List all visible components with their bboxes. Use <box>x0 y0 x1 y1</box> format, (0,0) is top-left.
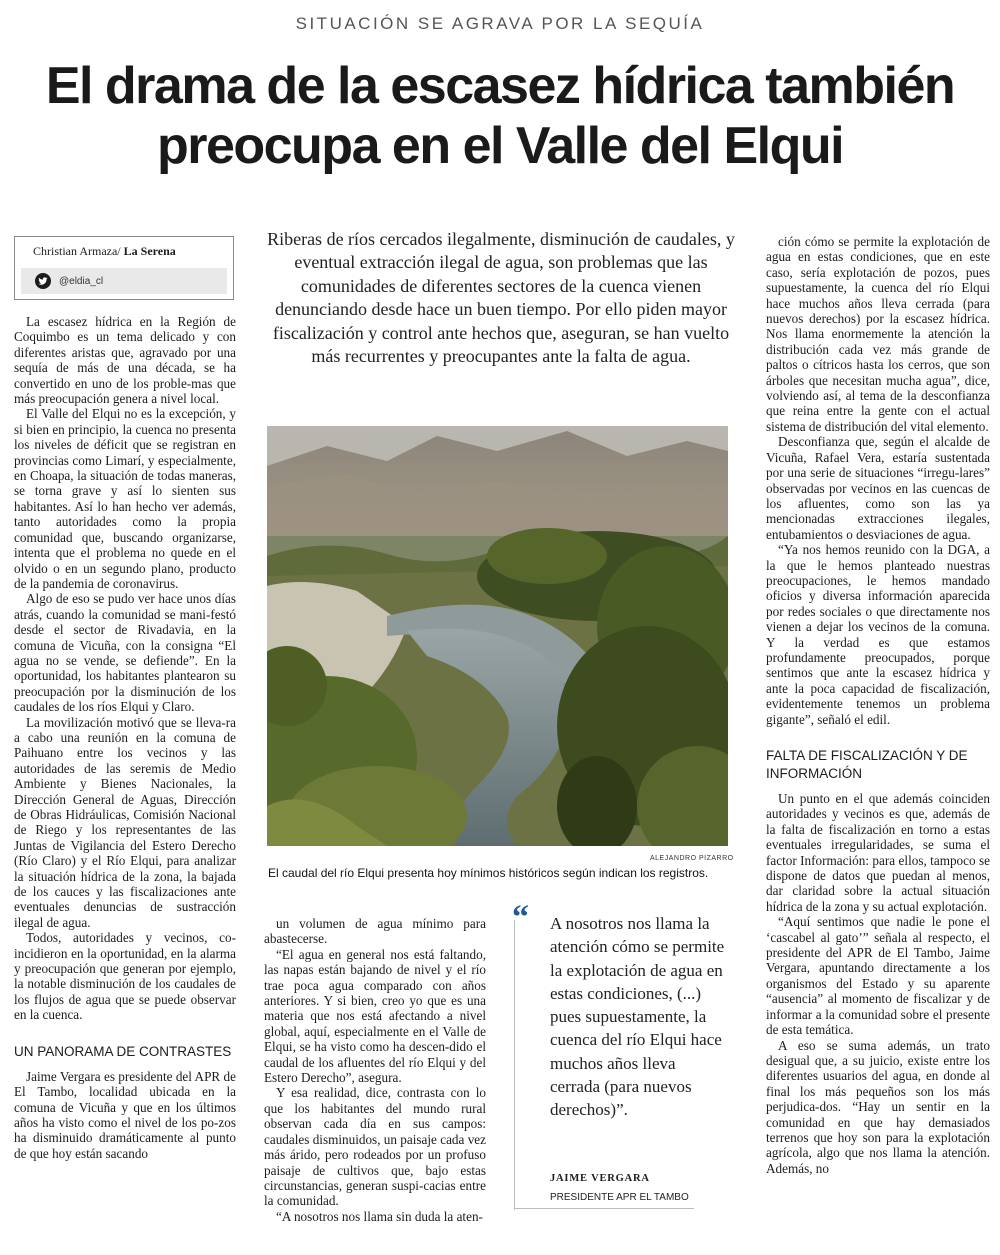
pull-quote <box>512 899 728 1122</box>
col3-paragraph: “Ya nos hemos reunido con la DGA, a la que le hemos planteado nuestras preocupaciones, le hemos mandado oficios y diversa información aparecida por redes sociales o que directamente nos vienen a dejar los vecinos de la comuna. Y la verdad es que estamos profundamente preocupados, porque sentimos que ante la escasez hídrica y ante la poca capacidad de fiscalización, evidentemente tenemos un problema gigante”, señaló el edil. <box>766 542 990 727</box>
col1-paragraph: La movilización motivó que se lleva-ra a cabo una reunión en la comuna de Paihuano entre los vecinos y las autoridades de las seremis de Medio Ambiente y Bienes Nacionales, la Dirección General de Aguas, Dirección de Obras Hidráulicas, Comisión Nacional de Riego y los representantes de las Juntas de Vigilancia del Estero Derecho (Río Claro) y el Río Elqui, para analizar la situación hídrica de la zona, la bajada de los cauces y las fiscalizaciones ante eventuales denuncias de sustracción ilegal de agua. <box>14 714 236 930</box>
col3-paragraph: ción cómo se permite la explotación de agua en estas condiciones, que en este caso, sería explotación de pozos, pues supuestamente, la cuenca del río Elqui hace muchos años lleva cerrada (para nuevos derechos) por la escasez hídrica. Nos llama enormemente la atención la distribución cada vez más grande de paltos o cítricos hasta los cerros, que son árboles que necesitan mucha agua”, dice, volviendo así, al tema de la desconfianza que reina entre la gente con el actual sistema de distribución del vital elemento. <box>766 234 990 434</box>
col1-paragraph: Jaime Vergara es presidente del APR de El Tambo, localidad ubicada en la comuna de Vicuña y que en los últimos años ha visto como el nivel de los po-zos ha disminuido dramáticamente al punto de que hoy están sacando <box>14 1068 236 1161</box>
quote-rule-horizontal <box>514 1208 694 1209</box>
author-name: Christian Armaza/ <box>33 244 121 258</box>
river-photo <box>267 426 728 846</box>
column-1 <box>14 314 236 1161</box>
col1-subhead: UN PANORAMA DE CONTRASTES <box>14 1043 232 1059</box>
photo-caption: El caudal del río Elqui presenta hoy mínimos históricos según indican los registros. <box>268 866 709 880</box>
column-2 <box>264 916 486 1224</box>
col2-paragraph: Y esa realidad, dice, contrasta con lo que los habitantes del mundo rural observan cada día en sus campos: caudales disminuidos, un paisaje cada vez más árido, pero rodeados por un profuso paisaje de cultivos que, bajo estas circunstancias, generan suspi-cacias entre la comunidad. <box>264 1085 486 1209</box>
quote-rule-vertical <box>514 920 515 1210</box>
col2-paragraph: “A nosotros nos llama sin duda la aten- <box>276 1208 483 1224</box>
col3-paragraph: Desconfianza que, según el alcalde de Vicuña, Rafael Vera, estaría sustentada por una serie de situaciones “irregu-lares” observadas por vecinos en las cuencas de los afluentes, como son las ya mencionadas extracciones ilegales, entubamientos o desviaciones de agua. <box>766 434 990 542</box>
twitter-bird-icon <box>35 273 51 289</box>
quote-mark-icon: “ <box>512 899 529 936</box>
lead-paragraph: Riberas de ríos cercados ilegalmente, disminución de caudales, y eventual extracción ilegal de agua, son problemas que las comunidades de diferentes sectores de la cuenca vienen denunciando desde hace un buen tiempo. Por ello piden mayor fiscalización y control ante hechos que, aseguran, se han vuelto más recurrentes y preocupantes ante la falta de agua. <box>267 229 735 367</box>
photo-credit: ALEJANDRO PIZARRO <box>650 855 734 862</box>
col3-paragraph: A eso se suma además, un trato desigual que, a su juicio, existe entre los diferentes usuarios del agua, en donde al final los más pequeños son los más perjudica-dos. “Hay un sentir en la comunidad en que hay demasiados terrenos que hoy son para la explotación agrícola, algo que nos llama la atención. Además, no <box>766 1037 990 1176</box>
col1-paragraph: El Valle del Elqui no es la excepción, y si bien en principio, la cuenca no presenta los niveles de déficit que se registran en provincias como Limarí, y especialmente, en Choapa, la situación de todas maneras, se torna grave y así lo sienten sus habitantes. Así lo han hecho ver además, tanto autoridades como la propia comunidad que, buscando organizarse, intenta que el problema no quede en el olvido o en un segundo plano, producto de la pandemia de coronavirus. <box>14 406 236 591</box>
col2-paragraph: “El agua en general nos está faltando, las napas están bajando de nivel y el río trae poca agua comparado con años anteriores. Y si bien, creo yo que es una materia que nos está afectando a nivel global, aquí, especialmente en el Valle de Elqui, se ha visto como ha descen-dido el caudal de los afluentes del río Elqui y del Estero Derecho”, asegura. <box>264 946 486 1086</box>
kicker: SITUACIÓN SE AGRAVA POR LA SEQUÍA <box>295 14 705 33</box>
col1-paragraph: Todos, autoridades y vecinos, co-incidieron en la oportunidad, en la alarma y preocupación que generan por ejemplo, la notable disminución de los caudales de los flujos de agua que se puede observar en la cuenca. <box>14 930 236 1023</box>
col1-paragraph: Algo de eso se pudo ver hace unos días atrás, cuando la comunidad se mani-festó desde el sector de Rivadavia, en la comuna de Vicuña, con la consigna “El agua no se vende, se defiende”. En la oportunidad, los habitantes plantearon su preocupación por la disminución de los caudales de los ríos Elqui y Claro. <box>14 591 236 715</box>
quote-author: JAIME VERGARA <box>550 1173 650 1184</box>
pull-quote-text: A nosotros nos llama la atención cómo se permite la explotación de agua en estas condiciones, (...) pues supuestamente, la cuenca del río Elqui hace muchos años lleva cerrada (para nuevos derechos)”. <box>550 914 725 1120</box>
byline-author <box>33 244 176 259</box>
col2-paragraph: un volumen de agua mínimo para abastecerse. <box>264 916 486 947</box>
author-location: La Serena <box>123 244 176 258</box>
col1-paragraph: La escasez hídrica en la Región de Coquimbo es un tema delicado y con diferentes aristas que, agravado por una sequía de más de una década, se ha convertido en uno de los proble-mas que más preocupación genera a nivel local. <box>14 314 236 407</box>
twitter-handle[interactable]: @eldia_cl <box>59 275 104 287</box>
col3-paragraph: “Aquí sentimos que nadie le pone el ‘cascabel al gato’” señala al respecto, el presidente del APR de El Tambo, Jaime Vergara, apuntando directamente a los organismos del Estado y su aparente “ausencia” al momento de fiscalizar y de informar a la comunidad sobre el presente de esta temática. <box>766 914 990 1038</box>
col3-paragraph: Un punto en el que además coinciden autoridades y vecinos es que, además de la falta de fiscalización en torno a estas eventuales irregularidades, se suma el factor Información: para ellos, tampoco se dispone de datos que puedan al menos, dar claridad sobre la actual situación hídrica de la zona y su actual explotación. <box>766 791 990 914</box>
headline-line-2: preocupa en el Valle del Elqui <box>156 117 844 175</box>
quote-author-role: PRESIDENTE APR EL TAMBO <box>550 1192 689 1203</box>
col3-subhead: FALTA DE FISCALIZACIÓN Y DE INFORMACIÓN <box>766 748 968 781</box>
byline-box <box>14 236 234 300</box>
twitter-bar[interactable] <box>21 268 227 294</box>
headline-line-1: El drama de la escasez hídrica también <box>45 57 955 115</box>
headline <box>20 56 980 176</box>
column-3 <box>766 234 990 1176</box>
